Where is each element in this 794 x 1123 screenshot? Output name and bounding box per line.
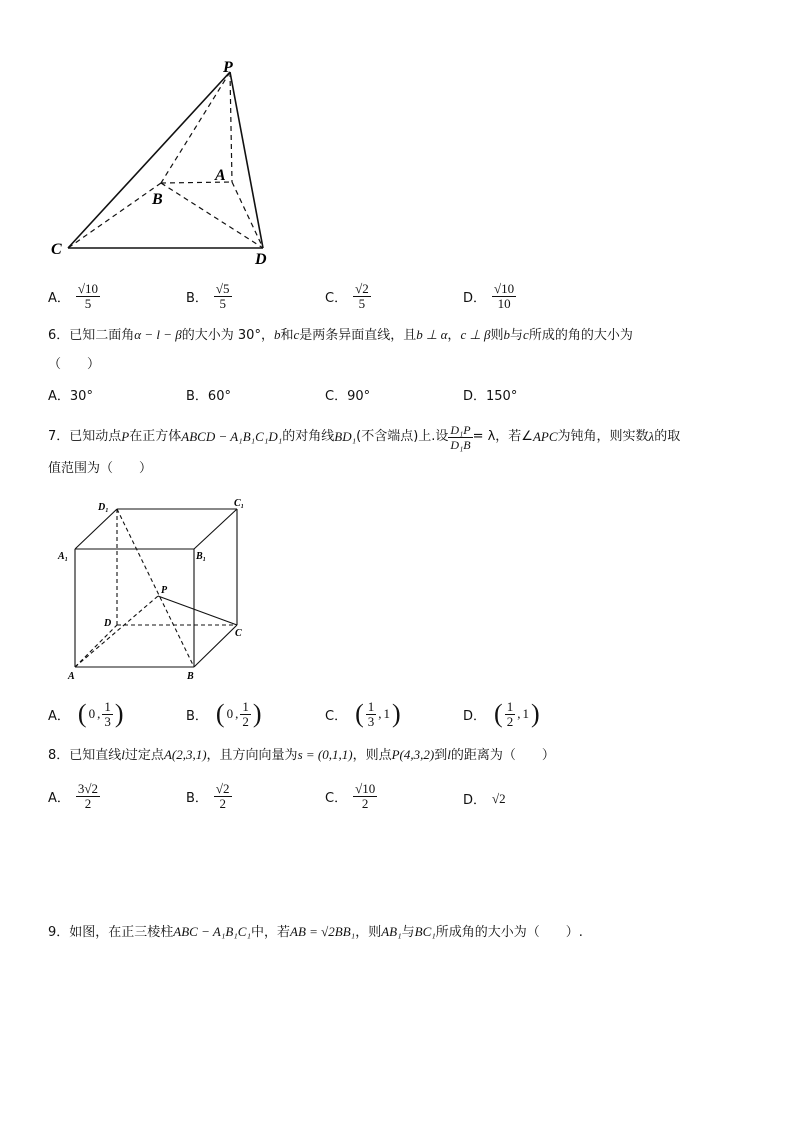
q6-text: 和	[280, 328, 294, 343]
option-value: √2	[492, 790, 506, 806]
q8-text: 到	[434, 748, 448, 763]
option-letter: C．	[325, 791, 348, 806]
q8-text: ，则点	[352, 748, 392, 763]
paren-open: (	[77, 699, 87, 728]
q9-text: 中，若	[251, 925, 291, 940]
frac-den: 2	[361, 796, 369, 811]
q9-text: 如图，在正三棱柱	[69, 925, 174, 940]
option-letter: B．	[186, 708, 208, 724]
q6-text: 的大小为 30°，	[181, 328, 274, 343]
option-letter: D．	[463, 291, 487, 306]
q8-vector: s = (0,1,1)	[297, 747, 353, 762]
q6-option-c[interactable]	[325, 387, 370, 407]
q6-option-a[interactable]	[48, 387, 93, 407]
q8-text: 的距离为（ ）	[450, 748, 555, 763]
frac-den: 3	[104, 713, 111, 729]
question-number: 6．	[48, 328, 70, 343]
q6-var-c: c	[293, 327, 300, 342]
q8-point-p: P(4,3,2)	[391, 747, 435, 762]
q8-point-a: A(2,3,1)	[163, 747, 207, 762]
frac-num: 1	[506, 698, 514, 714]
comma: ,	[378, 706, 382, 721]
q7-question	[48, 420, 680, 454]
question-number: 8．	[48, 748, 70, 763]
option-letter: C．	[325, 291, 348, 306]
option-letter: B．	[186, 791, 208, 806]
q5-option-d[interactable]	[463, 282, 516, 311]
q6-text: ，	[447, 328, 461, 343]
label-p: P	[161, 585, 168, 596]
q6-option-d[interactable]	[463, 387, 517, 407]
frac-den: 5	[84, 296, 92, 311]
q6-text: 所成的角的大小为	[528, 328, 633, 343]
frac-num: √10	[494, 281, 515, 296]
label-b1: B₁	[196, 551, 207, 562]
question-number: 9．	[48, 925, 70, 940]
q8-text: 已知直线	[69, 748, 122, 763]
q8-option-b[interactable]	[186, 782, 232, 811]
q6-paren: （ ）	[48, 357, 101, 372]
option-letter: A．	[48, 389, 70, 404]
q6-cond2: c ⊥ β	[460, 327, 491, 342]
label-d1: D₁	[98, 502, 109, 513]
option-value: 0	[226, 706, 234, 721]
q6-var-c: c	[523, 327, 529, 342]
q9-bc1: BC₁	[414, 924, 436, 939]
option-letter: B．	[186, 389, 208, 404]
paren-open: (	[215, 699, 225, 728]
option-letter: D．	[463, 793, 487, 808]
frac-num: √10	[77, 281, 99, 296]
q8-option-a[interactable]	[48, 782, 100, 811]
q7-line2: 值范围为（ ）	[48, 461, 153, 476]
question-number: 7．	[48, 429, 70, 444]
frac-num: √2	[215, 781, 230, 796]
option-value: 1	[383, 706, 390, 721]
q7-text: 的取	[654, 429, 681, 444]
frac-den: 5	[358, 296, 366, 311]
q7-option-b[interactable]	[186, 697, 262, 731]
option-letter: A．	[48, 291, 70, 306]
q6-text: 已知二面角	[69, 328, 135, 343]
label-d: D	[104, 618, 112, 629]
option-letter: D．	[463, 389, 487, 404]
comma: ,	[235, 706, 239, 721]
q8-text: ，且方向向量为	[206, 748, 298, 763]
option-letter: A．	[48, 791, 70, 806]
q7-option-d[interactable]	[463, 697, 540, 731]
q7-option-a[interactable]	[48, 697, 124, 731]
q5-option-b[interactable]	[186, 282, 232, 311]
frac-num: 3√2	[77, 781, 99, 796]
label-a1: A₁	[58, 551, 69, 562]
q7-diagonal: BD₁	[334, 429, 357, 444]
option-value: 1	[522, 706, 529, 721]
frac-den: 2	[219, 796, 226, 811]
label-c: C	[51, 241, 62, 258]
q7-option-c[interactable]	[325, 697, 401, 731]
q8-question	[48, 745, 555, 766]
q7-var-p: P	[121, 429, 130, 444]
paren-close: )	[530, 699, 540, 728]
frac-num: 1	[104, 698, 111, 714]
option-letter: C．	[325, 389, 348, 404]
frac-num: 1	[367, 698, 375, 714]
q6-text: 是两条异面直线，且	[299, 328, 417, 343]
q8-text: 过定点	[124, 748, 164, 763]
comma: ,	[97, 706, 101, 721]
q8-option-d[interactable]	[463, 789, 506, 808]
q7-text: 已知动点	[69, 429, 122, 444]
frac-num: √10	[355, 781, 376, 796]
q9-text: ，则	[355, 925, 382, 940]
option-value: 30°	[69, 389, 93, 404]
label-b: B	[152, 191, 163, 208]
label-c1: C₁	[234, 498, 245, 509]
option-value: 150°	[486, 389, 518, 404]
frac-den: 5	[219, 296, 226, 311]
paren-open: (	[355, 699, 364, 728]
paren-close: )	[392, 699, 401, 728]
q5-option-c[interactable]	[325, 282, 371, 311]
label-a: A	[68, 671, 75, 682]
option-letter: A．	[48, 708, 70, 724]
option-value: 0	[88, 706, 96, 721]
q6-text: 与	[510, 328, 524, 343]
frac-den: 10	[497, 296, 511, 311]
q7-cube-name: ABCD − A₁B₁C₁D₁	[181, 429, 283, 444]
q9-prism: ABC − A₁B₁C₁	[173, 924, 251, 939]
q9-equation: AB = √2BB₁	[290, 924, 356, 939]
frac-num: D₁P	[450, 422, 471, 437]
option-letter: B．	[186, 291, 208, 306]
q6-question	[48, 325, 633, 346]
q6-var-b: b	[503, 327, 511, 342]
q7-angle: APC	[532, 429, 558, 444]
frac-den: 2	[84, 796, 92, 811]
q7-text: 在正方体	[129, 429, 182, 444]
q6-text: 则	[490, 328, 504, 343]
cube-figure	[52, 495, 262, 685]
q6-angle-expr: α − l − β	[134, 327, 182, 342]
label-d: D	[255, 251, 267, 268]
frac-den: 3	[367, 713, 375, 729]
q9-text: 所成角的大小为（ ）.	[435, 925, 583, 940]
q7-lambda: λ	[648, 429, 655, 444]
label-b: B	[187, 671, 194, 682]
option-letter: C．	[325, 708, 348, 724]
paren-close: )	[252, 699, 262, 728]
q6-var-b: b	[273, 327, 281, 342]
q8-option-c[interactable]	[325, 782, 377, 811]
frac-den: 2	[242, 713, 249, 729]
label-a: A	[215, 167, 226, 184]
frac-num: √2	[355, 281, 369, 296]
label-c: C	[235, 628, 242, 639]
option-value: 60°	[207, 389, 231, 404]
q7-text: = λ，若∠	[472, 429, 533, 444]
q7-text: 为钝角，则实数	[557, 429, 649, 444]
q6-cond1: b ⊥ α	[416, 327, 448, 342]
q8-var-l: l	[447, 747, 451, 762]
q9-ab1: AB₁	[381, 924, 402, 939]
frac-den: 2	[506, 713, 514, 729]
frac-den: D₁B	[450, 437, 471, 452]
q9-question	[48, 922, 583, 943]
paren-close: )	[114, 699, 124, 728]
q7-text: (不含端点)上.设	[356, 429, 449, 444]
q8-var-l: l	[121, 747, 125, 762]
frac-num: 1	[242, 698, 249, 714]
paren-open: (	[494, 699, 503, 728]
comma: ,	[517, 706, 521, 721]
option-letter: D．	[463, 708, 487, 724]
label-p: P	[223, 59, 233, 76]
q5-option-a[interactable]	[48, 282, 100, 311]
option-value: 90°	[347, 389, 371, 404]
frac-num: √5	[215, 281, 230, 296]
pyramid-figure	[40, 52, 290, 272]
q9-text: 与	[401, 925, 415, 940]
q7-text: 的对角线	[282, 429, 335, 444]
q6-option-b[interactable]	[186, 387, 231, 407]
